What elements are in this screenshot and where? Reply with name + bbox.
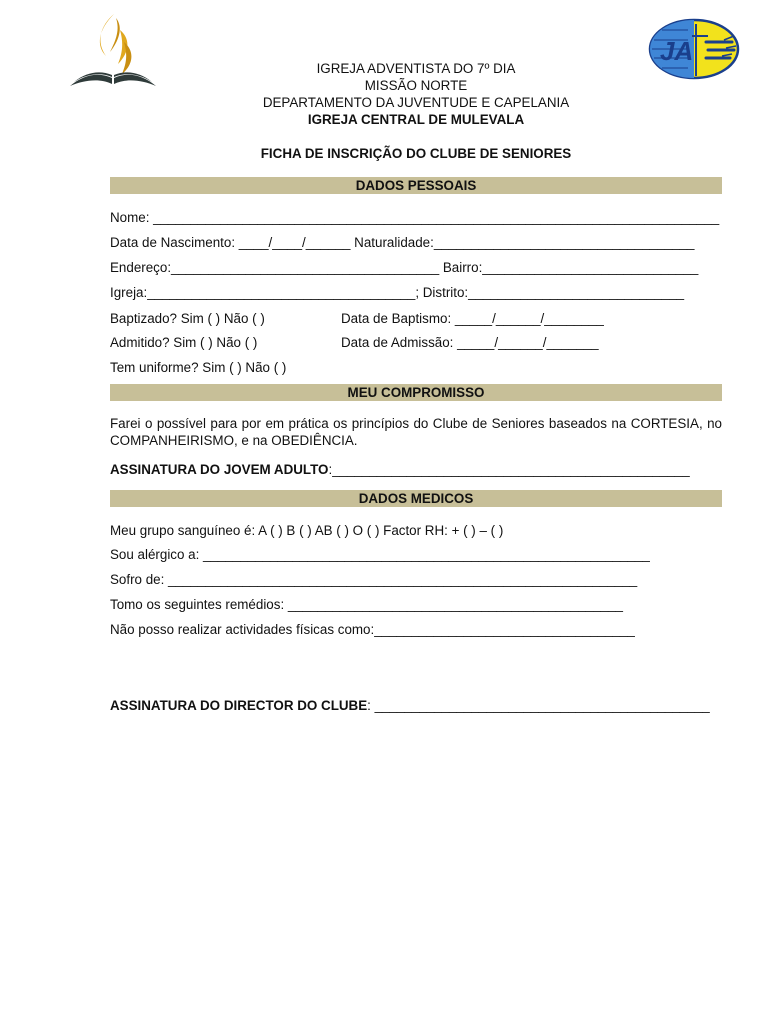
- director-signature-row[interactable]: [110, 698, 710, 714]
- director-signature-line[interactable]: : _____________________________________________: [367, 698, 710, 713]
- field-actividades[interactable]: Não posso realizar actividades físicas como:___________________________________: [110, 622, 635, 637]
- section-header-commitment: MEU COMPROMISSO: [110, 384, 722, 401]
- header-department: DEPARTAMENTO DA JUVENTUDE E CAPELANIA: [262, 95, 570, 110]
- ja-logo-text: JA: [660, 36, 694, 66]
- youth-signature-label: ASSINATURA DO JOVEM ADULTO: [110, 462, 329, 477]
- field-igreja[interactable]: Igreja:____________________________________; Distrito:_____________________________: [110, 285, 685, 300]
- field-uniforme[interactable]: Tem uniforme? Sim ( ) Não ( ): [110, 360, 287, 375]
- youth-signature-row[interactable]: [110, 462, 690, 478]
- field-endereco[interactable]: Endereço:____________________________________ Bairro:_____________________________: [110, 260, 699, 275]
- field-sofro[interactable]: Sofro de: _______________________________________________________________: [110, 572, 638, 587]
- header-mission: MISSÃO NORTE: [364, 78, 468, 93]
- header-church: IGREJA ADVENTISTA DO 7º DIA: [316, 61, 516, 76]
- field-data-nascimento[interactable]: Data de Nascimento: ____/____/______ Naturalidade:___________________________________: [110, 235, 695, 250]
- form-title: FICHA DE INSCRIÇÃO DO CLUBE DE SENIORES: [260, 146, 572, 161]
- field-admitido[interactable]: Admitido? Sim ( ) Não ( ): [110, 335, 258, 350]
- field-alergico[interactable]: Sou alérgico a: ____________________________________________________________: [110, 547, 650, 562]
- section-header-personal: DADOS PESSOAIS: [110, 177, 722, 194]
- field-remedios[interactable]: Tomo os seguintes remédios: _____________________________________________: [110, 597, 624, 612]
- director-signature-label: ASSINATURA DO DIRECTOR DO CLUBE: [110, 698, 368, 713]
- field-baptizado[interactable]: Baptizado? Sim ( ) Não ( ): [110, 311, 265, 326]
- header-local-church: IGREJA CENTRAL DE MULEVALA: [307, 112, 525, 127]
- youth-signature-line[interactable]: :________________________________________________: [328, 462, 690, 477]
- field-data-admissao[interactable]: Data de Admissão: _____/______/_______: [341, 335, 599, 350]
- field-data-baptismo[interactable]: Data de Baptismo: _____/______/________: [341, 311, 604, 326]
- commitment-text: Farei o possível para por em prática os princípios do Clube de Seniores baseados na CORTESIA, no COMPANHEIRISMO, e na OBEDIÊNCIA.: [110, 416, 722, 448]
- section-header-medical: DADOS MEDICOS: [110, 490, 722, 507]
- field-grupo-sanguineo[interactable]: Meu grupo sanguíneo é: A ( ) B ( ) AB ( ) O ( ) Factor RH: + ( ) – ( ): [110, 523, 504, 538]
- field-nome[interactable]: Nome: ____________________________________________________________________________: [110, 210, 720, 225]
- adventist-logo-icon: [66, 12, 158, 88]
